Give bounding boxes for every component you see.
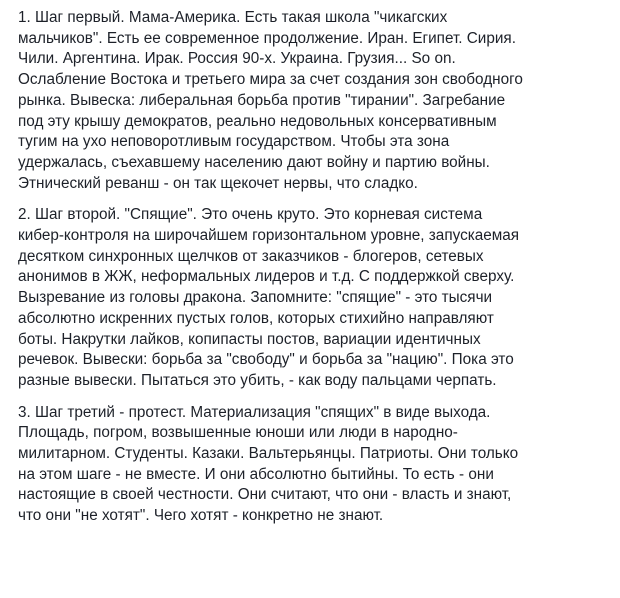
text-line: разные вывески. Пытаться это убить, - как воду пальцами черпать. bbox=[18, 371, 497, 389]
text-line: десятком синхронных щелчков от заказчиков - блогеров, сетевых bbox=[18, 247, 484, 265]
paragraph-step-two bbox=[18, 205, 608, 391]
text-line: милитарном. Студенты. Казаки. Вальтерьянцы. Патриоты. Они только bbox=[18, 445, 519, 463]
text-line: на этом шаге - не вместе. И они абсолютно бытийны. То есть - они bbox=[18, 465, 494, 483]
paragraph-step-three bbox=[18, 403, 608, 527]
text-line: под эту крышу демократов, реально недовольных консервативным bbox=[18, 112, 497, 130]
post-text bbox=[18, 8, 608, 538]
text-line: кибер-контроля на широчайшем горизонтальном уровне, запускаемая bbox=[18, 227, 520, 245]
paragraph-step-one bbox=[18, 8, 608, 194]
text-line: анонимов в ЖЖ, неформальных лидеров и т.д. С поддержкой сверху. bbox=[18, 268, 515, 286]
text-line: Вызревание из головы дракона. Запомните: "спящие" - это тысячи bbox=[18, 289, 493, 307]
text-line: рынка. Вывеска: либеральная борьба против "тирании". Загребание bbox=[18, 91, 506, 109]
text-line: речевок. Вывески: борьба за "свободу" и борьба за "нацию". Пока это bbox=[18, 351, 514, 369]
text-line: 1. Шаг первый. Мама-Америка. Есть такая школа "чикагских bbox=[18, 9, 448, 26]
text-line: 3. Шаг третий - протест. Материализация "спящих" в виде выхода. bbox=[18, 403, 491, 421]
text-line: Ослабление Востока и третьего мира за счет создания зон свободного bbox=[18, 71, 523, 89]
text-line: Этнический реванш - он так щекочет нервы, что сладко. bbox=[18, 174, 418, 192]
text-line: боты. Накрутки лайков, копипасты постов, вариации идентичных bbox=[18, 330, 481, 348]
text-line: Чили. Аргентина. Ирак. Россия 90-х. Украина. Грузия... So on. bbox=[18, 50, 456, 68]
text-line: мальчиков". Есть ее современное продолжение. Иран. Египет. Сирия. bbox=[18, 29, 516, 47]
text-line: Площадь, погром, возвышенные юноши или люди в народно- bbox=[18, 424, 458, 442]
text-line: 2. Шаг второй. "Спящие". Это очень круто. Это корневая система bbox=[18, 206, 483, 224]
text-line: абсолютно искренних пустых голов, которых стихийно направляют bbox=[18, 309, 494, 327]
text-line: удержалась, съехавшему населению дают войну и партию войны. bbox=[18, 153, 490, 171]
text-line: тугим на ухо неповоротливым государством. Чтобы эта зона bbox=[18, 133, 450, 151]
text-line: настоящие в своей честности. Они считают, что они - власть и знают, bbox=[18, 486, 512, 504]
text-line: что они "не хотят". Чего хотят - конкретно не знают. bbox=[18, 507, 384, 525]
